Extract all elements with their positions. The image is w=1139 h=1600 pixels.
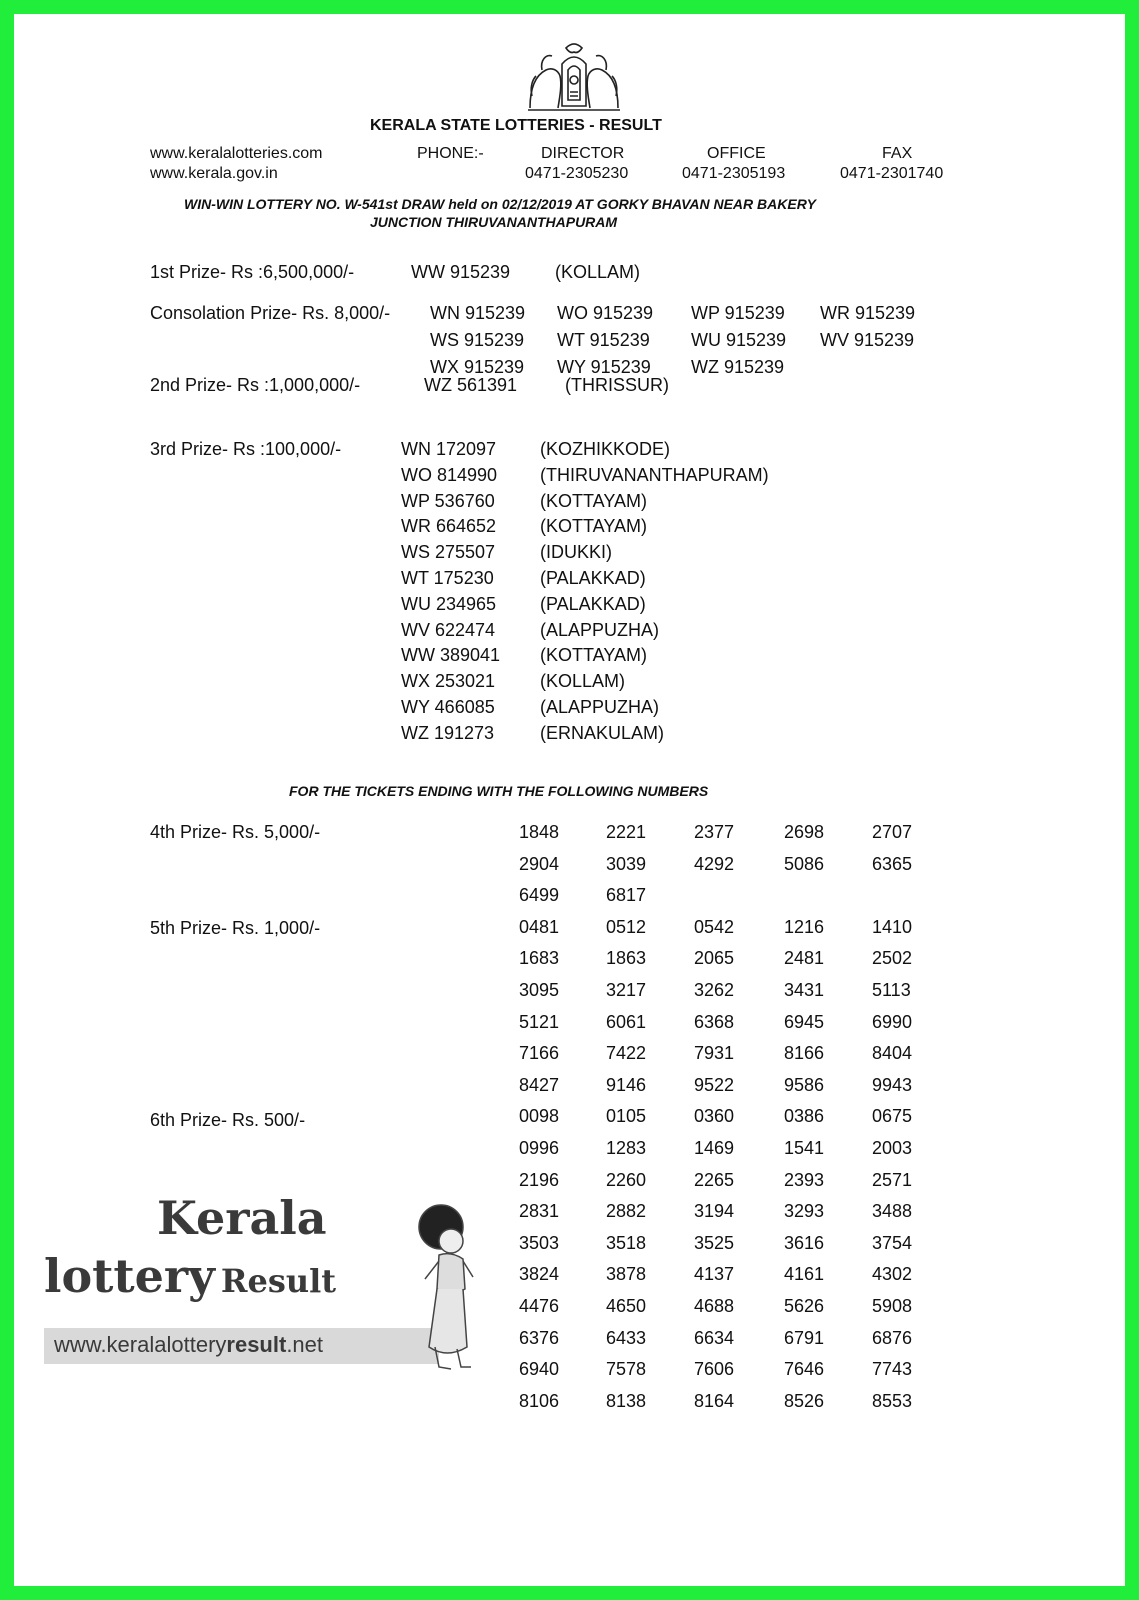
fifth-prize-number: 1683 xyxy=(519,948,560,969)
fifth-prize-number: 1216 xyxy=(784,916,825,937)
fourth-prize-number: 2698 xyxy=(784,822,825,842)
third-prize-place: (KOTTAYAM) xyxy=(540,645,647,666)
fifth-prize-number: 6368 xyxy=(694,1011,735,1032)
second-prize-label: 2nd Prize- Rs :1,000,000/- xyxy=(150,375,361,395)
sixth-prize-number: 6376 xyxy=(519,1327,560,1348)
sixth-prize-number: 0675 xyxy=(872,1106,913,1127)
sixth-prize-number: 3754 xyxy=(872,1232,913,1253)
fifth-prize-number: 3262 xyxy=(694,980,735,1000)
sixth-prize-number: 6940 xyxy=(519,1359,560,1380)
sixth-prize-number: 8164 xyxy=(694,1390,735,1411)
sixth-prize-number: 6634 xyxy=(694,1327,735,1348)
page-title: KERALA STATE LOTTERIES - RESULT xyxy=(370,117,662,134)
consolation-ticket: WV 915239 xyxy=(820,330,915,350)
watermark-url[interactable] xyxy=(54,1332,323,1358)
fourth-prize-number: 2707 xyxy=(872,822,913,842)
fifth-prize-number: 9586 xyxy=(784,1074,825,1095)
third-prize-place: (IDUKKI) xyxy=(540,542,612,563)
third-prize-place: (PALAKKAD) xyxy=(540,593,646,614)
fifth-prize-number: 7931 xyxy=(694,1043,735,1064)
watermark-url-part2: result xyxy=(226,1332,287,1357)
consolation-ticket: WP 915239 xyxy=(691,303,785,323)
sixth-prize-number: 2571 xyxy=(872,1169,913,1190)
fifth-prize-number: 7422 xyxy=(606,1043,647,1064)
sixth-prize-number: 3293 xyxy=(784,1201,825,1222)
third-prize-place: (KOTTAYAM) xyxy=(540,490,647,511)
fourth-prize-number: 3039 xyxy=(606,853,647,874)
sixth-prize-number: 4476 xyxy=(519,1296,560,1316)
first-prize-ticket: WW 915239 xyxy=(411,262,511,282)
website-link-lotteries[interactable]: www.keralalotteries.com xyxy=(150,145,323,162)
sixth-prize-number: 1283 xyxy=(606,1138,647,1158)
fourth-prize-number: 5086 xyxy=(784,853,825,874)
fifth-prize-number: 1410 xyxy=(872,916,913,937)
fifth-prize-number: 6061 xyxy=(606,1011,647,1032)
sixth-prize-number: 2265 xyxy=(694,1169,735,1190)
third-prize-ticket: WX 253021 xyxy=(401,671,496,692)
sixth-prize-number: 8138 xyxy=(606,1390,647,1411)
fifth-prize-number: 9146 xyxy=(606,1074,647,1095)
sixth-prize-number: 3488 xyxy=(872,1201,913,1222)
third-prize-ticket: WS 275507 xyxy=(401,542,496,563)
office-phone: 0471-2305193 xyxy=(682,165,786,182)
sixth-prize-number: 8526 xyxy=(784,1390,825,1411)
fifth-prize-number: 9522 xyxy=(694,1074,735,1095)
third-prize-place: (PALAKKAD) xyxy=(540,568,646,588)
fourth-prize-number: 6365 xyxy=(872,853,913,874)
fourth-prize-label: 4th Prize- Rs. 5,000/- xyxy=(150,822,321,842)
fifth-prize-number: 6945 xyxy=(784,1011,825,1032)
fifth-prize-number: 7166 xyxy=(519,1043,560,1064)
endings-heading: FOR THE TICKETS ENDING WITH THE FOLLOWING NUMBERS xyxy=(289,783,709,799)
sixth-prize-number: 3616 xyxy=(784,1232,825,1253)
sixth-prize-number: 6876 xyxy=(872,1327,913,1348)
consolation-ticket: WR 915239 xyxy=(820,303,916,323)
watermark-word-result: Result xyxy=(220,1262,337,1300)
office-label: OFFICE xyxy=(707,145,766,162)
third-prize-ticket: WN 172097 xyxy=(401,439,497,459)
sixth-prize-number: 4650 xyxy=(606,1296,647,1316)
fifth-prize-number: 0512 xyxy=(606,916,647,937)
consolation-prize-label: Consolation Prize- Rs. 8,000/- xyxy=(150,303,391,323)
sixth-prize-number: 2003 xyxy=(872,1138,913,1158)
consolation-ticket: WZ 915239 xyxy=(691,357,785,377)
sixth-prize-number: 3194 xyxy=(694,1201,735,1222)
fifth-prize-number: 6990 xyxy=(872,1011,913,1032)
third-prize-ticket: WV 622474 xyxy=(401,619,496,640)
fifth-prize-number: 3095 xyxy=(519,980,560,1000)
fax-phone: 0471-2301740 xyxy=(840,165,944,182)
consolation-ticket: WU 915239 xyxy=(691,330,787,350)
sixth-prize-number: 0360 xyxy=(694,1106,735,1127)
mascot-figure-icon xyxy=(417,1197,477,1373)
draw-info-line2: JUNCTION THIRUVANANTHAPURAM xyxy=(370,214,618,230)
sixth-prize-number: 2882 xyxy=(606,1201,647,1222)
fourth-prize-number: 1848 xyxy=(519,822,560,842)
director-phone: 0471-2305230 xyxy=(525,165,629,182)
sixth-prize-number: 8553 xyxy=(872,1390,913,1411)
fourth-prize-number: 6499 xyxy=(519,885,560,906)
sixth-prize-number: 1541 xyxy=(784,1138,825,1158)
watermark-line2 xyxy=(44,1249,336,1303)
sixth-prize-number: 1469 xyxy=(694,1138,735,1158)
fifth-prize-number: 2065 xyxy=(694,948,735,969)
third-prize-place: (KOTTAYAM) xyxy=(540,516,647,537)
third-prize-ticket: WW 389041 xyxy=(401,645,501,666)
third-prize-place: (ERNAKULAM) xyxy=(540,722,665,743)
first-prize-place: (KOLLAM) xyxy=(555,262,641,282)
sixth-prize-number: 3824 xyxy=(519,1264,560,1285)
sixth-prize-number: 4302 xyxy=(872,1264,913,1285)
third-prize-place: (ALAPPUZHA) xyxy=(540,697,660,717)
consolation-ticket: WX 915239 xyxy=(430,357,525,377)
third-prize-ticket: WP 536760 xyxy=(401,490,495,511)
sixth-prize-number: 7743 xyxy=(872,1359,913,1380)
third-prize-place: (KOZHIKKODE) xyxy=(540,439,671,459)
fifth-prize-number: 5113 xyxy=(872,980,911,1000)
sixth-prize-label: 6th Prize- Rs. 500/- xyxy=(150,1110,306,1130)
sixth-prize-number: 3525 xyxy=(694,1232,735,1253)
third-prize-ticket: WR 664652 xyxy=(401,516,497,537)
sixth-prize-number: 7646 xyxy=(784,1359,825,1380)
sixth-prize-number: 2196 xyxy=(519,1169,560,1190)
second-prize-place: (THRISSUR) xyxy=(565,375,669,395)
sixth-prize-number: 6791 xyxy=(784,1327,825,1348)
fifth-prize-number: 3217 xyxy=(606,980,647,1000)
fifth-prize-number: 2502 xyxy=(872,948,913,969)
sixth-prize-number: 2393 xyxy=(784,1169,825,1190)
fourth-prize-number: 4292 xyxy=(694,853,735,874)
sixth-prize-number: 3503 xyxy=(519,1232,560,1253)
fifth-prize-number: 9943 xyxy=(872,1074,913,1095)
fourth-prize-number: 2904 xyxy=(519,853,560,874)
second-prize-ticket: WZ 561391 xyxy=(424,375,518,395)
draw-info-line1: WIN-WIN LOTTERY NO. W-541st DRAW held on 02/12/2019 AT GORKY BHAVAN NEAR BAKERY xyxy=(184,196,816,212)
fourth-prize-number: 6817 xyxy=(606,885,647,906)
fifth-prize-number: 8427 xyxy=(519,1074,560,1095)
third-prize-ticket: WO 814990 xyxy=(401,464,498,485)
sixth-prize-number: 0105 xyxy=(606,1106,647,1127)
fourth-prize-number: 2377 xyxy=(694,822,735,842)
watermark-url-part3: .net xyxy=(286,1332,324,1357)
consolation-ticket: WT 915239 xyxy=(557,330,650,350)
sixth-prize-number: 4161 xyxy=(784,1264,825,1285)
consolation-ticket: WY 915239 xyxy=(557,357,651,377)
sixth-prize-number: 6433 xyxy=(606,1327,647,1348)
sixth-prize-number: 7578 xyxy=(606,1359,647,1380)
third-prize-label: 3rd Prize- Rs :100,000/- xyxy=(150,439,342,459)
watermark-line1: Kerala xyxy=(157,1191,327,1245)
sixth-prize-number: 4688 xyxy=(694,1296,735,1316)
fifth-prize-number: 5121 xyxy=(519,1011,560,1032)
third-prize-ticket: WU 234965 xyxy=(401,593,497,614)
fourth-prize-number: 2221 xyxy=(606,822,647,842)
consolation-ticket: WS 915239 xyxy=(430,330,525,350)
fifth-prize-number: 8404 xyxy=(872,1043,913,1064)
consolation-ticket: WO 915239 xyxy=(557,303,654,323)
third-prize-ticket: WT 175230 xyxy=(401,568,494,588)
director-label: DIRECTOR xyxy=(541,145,625,162)
sixth-prize-number: 7606 xyxy=(694,1359,735,1380)
watermark-word-lottery: lottery xyxy=(44,1249,215,1303)
sixth-prize-number: 0098 xyxy=(519,1106,560,1127)
watermark-url-part1: www.keralalottery xyxy=(54,1332,227,1357)
sixth-prize-number: 5908 xyxy=(872,1296,913,1316)
website-link-govt[interactable]: www.kerala.gov.in xyxy=(150,165,278,182)
first-prize-label: 1st Prize- Rs :6,500,000/- xyxy=(150,262,355,282)
sixth-prize-number: 5626 xyxy=(784,1296,825,1316)
sixth-prize-number: 8106 xyxy=(519,1390,560,1411)
sixth-prize-number: 2260 xyxy=(606,1169,647,1190)
fifth-prize-number: 1863 xyxy=(606,948,647,969)
fifth-prize-number: 8166 xyxy=(784,1043,825,1064)
kerala-emblem-icon xyxy=(522,40,626,112)
third-prize-place: (THIRUVANANTHAPURAM) xyxy=(540,464,769,485)
sixth-prize-number: 0996 xyxy=(519,1138,560,1158)
sixth-prize-number: 3878 xyxy=(606,1264,647,1285)
sixth-prize-number: 0386 xyxy=(784,1106,825,1127)
third-prize-place: (KOLLAM) xyxy=(540,671,626,692)
fifth-prize-number: 2481 xyxy=(784,948,825,969)
third-prize-ticket: WY 466085 xyxy=(401,697,495,717)
fifth-prize-label: 5th Prize- Rs. 1,000/- xyxy=(150,918,321,938)
third-prize-place: (ALAPPUZHA) xyxy=(540,619,660,640)
sixth-prize-number: 3518 xyxy=(606,1232,647,1253)
sixth-prize-number: 2831 xyxy=(519,1201,560,1222)
third-prize-ticket: WZ 191273 xyxy=(401,722,495,743)
fifth-prize-number: 0481 xyxy=(519,916,560,937)
fifth-prize-number: 0542 xyxy=(694,916,735,937)
fax-label: FAX xyxy=(882,145,913,162)
phone-label: PHONE:- xyxy=(417,145,484,162)
sixth-prize-number: 4137 xyxy=(694,1264,735,1285)
consolation-ticket: WN 915239 xyxy=(430,303,526,323)
fifth-prize-number: 3431 xyxy=(784,980,825,1000)
